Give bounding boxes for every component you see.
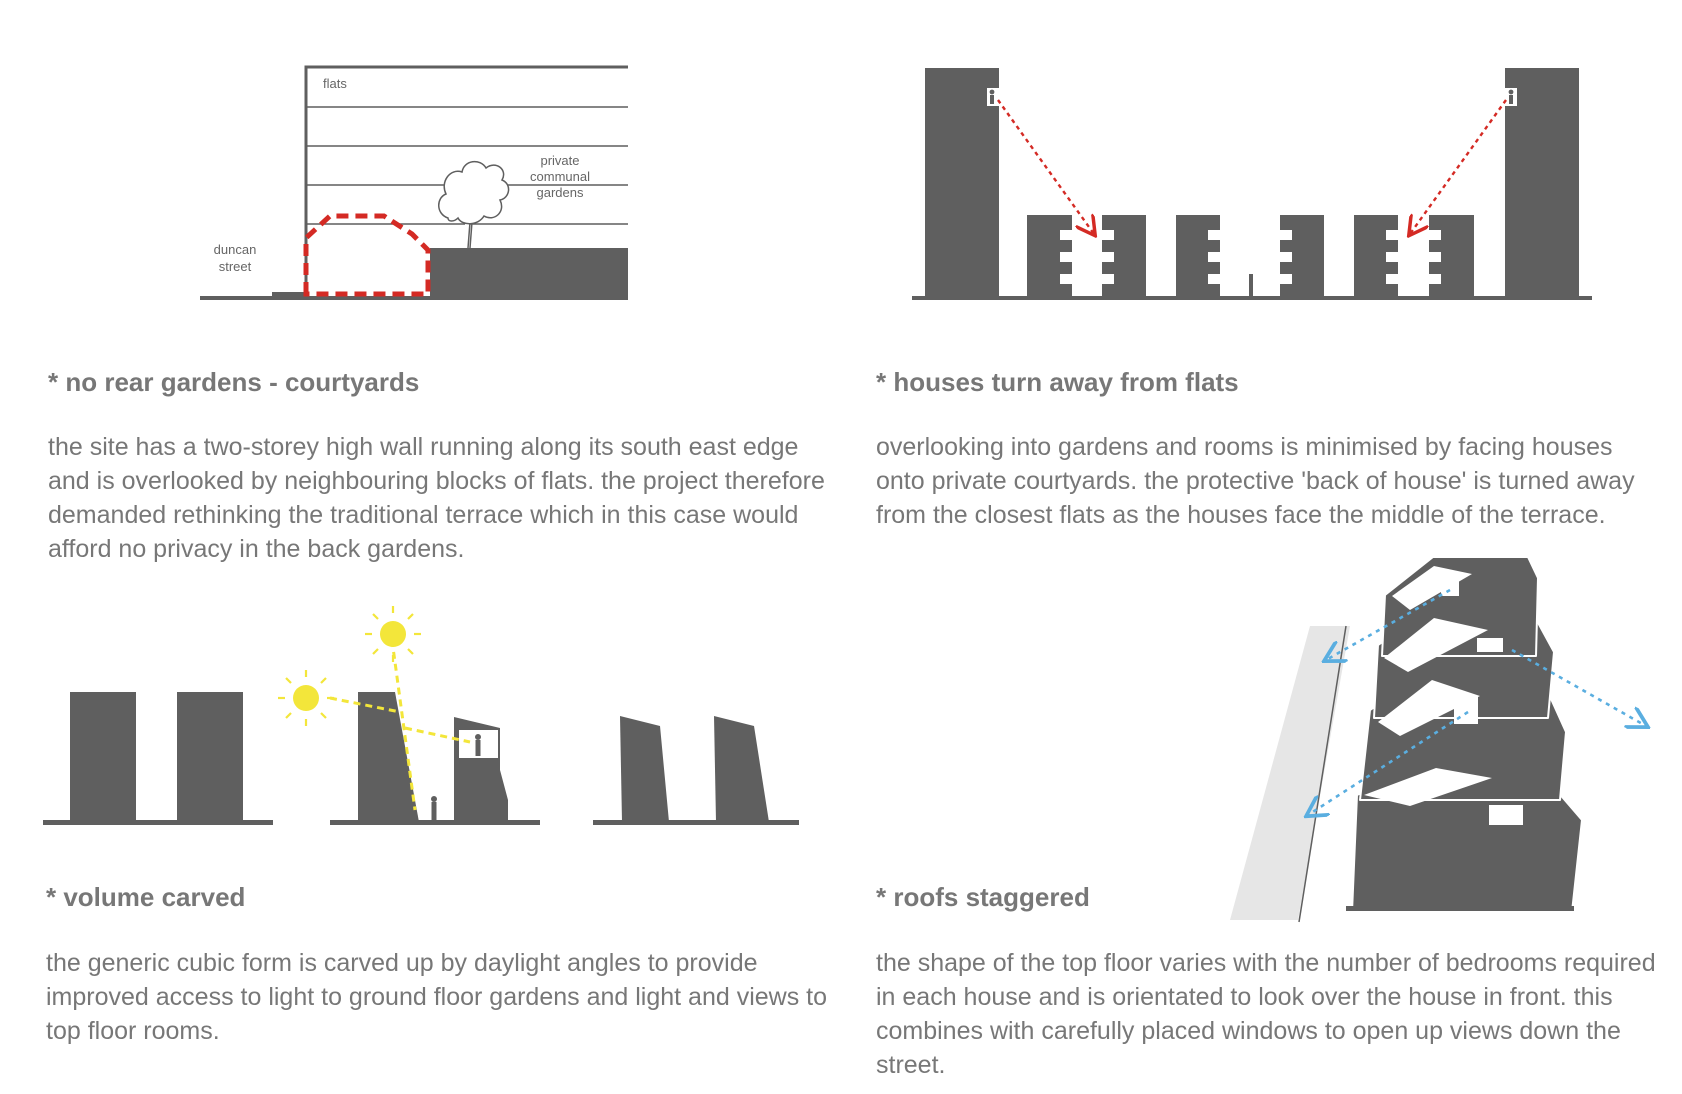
paragraph-courtyards (48, 430, 825, 566)
ground-base (1346, 906, 1574, 911)
paragraph-line: street. (876, 1051, 946, 1079)
carved-block-left (358, 692, 419, 822)
person-icon (431, 796, 437, 820)
cube-block (177, 692, 243, 822)
cube-block (70, 692, 136, 822)
turn-away-section-diagram (912, 68, 1592, 300)
courtyard-red-outline (306, 216, 428, 294)
paragraph-line: the shape of the top floor varies with the number of bedrooms required (876, 949, 1656, 977)
paragraph-line: afford no privacy in the back gardens. (48, 535, 465, 563)
street-label-line-1: duncan (213, 242, 257, 257)
paragraph-line: the site has a two-storey high wall running along its south east edge (48, 433, 799, 461)
street-label-line-2: street (218, 259, 252, 274)
person-icon (1509, 90, 1514, 104)
paragraph-line: top floor rooms. (46, 1017, 220, 1045)
heading-courtyards: * no rear gardens - courtyards (48, 367, 420, 397)
paragraph-line: overlooking into gardens and rooms is minimised by facing houses (876, 433, 1613, 461)
sightline-right (1410, 100, 1506, 234)
angled-block (620, 716, 669, 822)
paragraph-roofs-staggered (876, 946, 1656, 1082)
roofs-staggered-diagram (1230, 557, 1646, 922)
paragraph-line: onto private courtyards. the protective 'back of house' is turned away (876, 467, 1635, 495)
pavement-strip (1230, 626, 1350, 920)
paragraph-line: and is overlooked by neighbouring blocks of flats. the project therefore (48, 467, 825, 495)
heading-turn-away: * houses turn away from flats (876, 367, 1239, 397)
paragraph-turn-away (876, 430, 1635, 532)
low-step (272, 292, 308, 298)
paragraph-line: from the closest flats as the houses face the middle of the terrace. (876, 501, 1606, 529)
tree-icon (439, 162, 509, 248)
sightline-left (998, 100, 1094, 234)
gardens-label-line-2: communal (530, 169, 590, 184)
paragraph-line: the generic cubic form is carved up by daylight angles to provide (46, 949, 758, 977)
gardens-label-line-1: private (540, 153, 580, 168)
volume-carved-diagram (43, 606, 799, 825)
terrace-houses (1027, 215, 1474, 298)
heading-volume-carved: * volume carved (46, 882, 246, 912)
paragraph-line: demanded rethinking the traditional terrace which in this case would (48, 501, 799, 529)
courtyards-section-diagram (200, 67, 628, 300)
paragraph-line: in each house and is orientated to look over the house in front. this (876, 983, 1613, 1011)
person-icon (475, 734, 481, 756)
paragraph-line: combines with carefully placed windows to open up views down the (876, 1017, 1621, 1045)
flats-label: flats (323, 76, 347, 91)
person-icon (990, 90, 995, 104)
paragraph-line: improved access to light to ground floor gardens and light and views to (46, 983, 828, 1011)
heading-roofs-staggered: * roofs staggered (876, 882, 1090, 912)
gardens-label-line-3: gardens (536, 185, 584, 200)
sun-icon (278, 670, 334, 726)
angled-block (714, 716, 769, 822)
house-volumes (1352, 557, 1582, 912)
boundary-wall (430, 248, 628, 298)
paragraph-volume-carved (46, 946, 827, 1048)
